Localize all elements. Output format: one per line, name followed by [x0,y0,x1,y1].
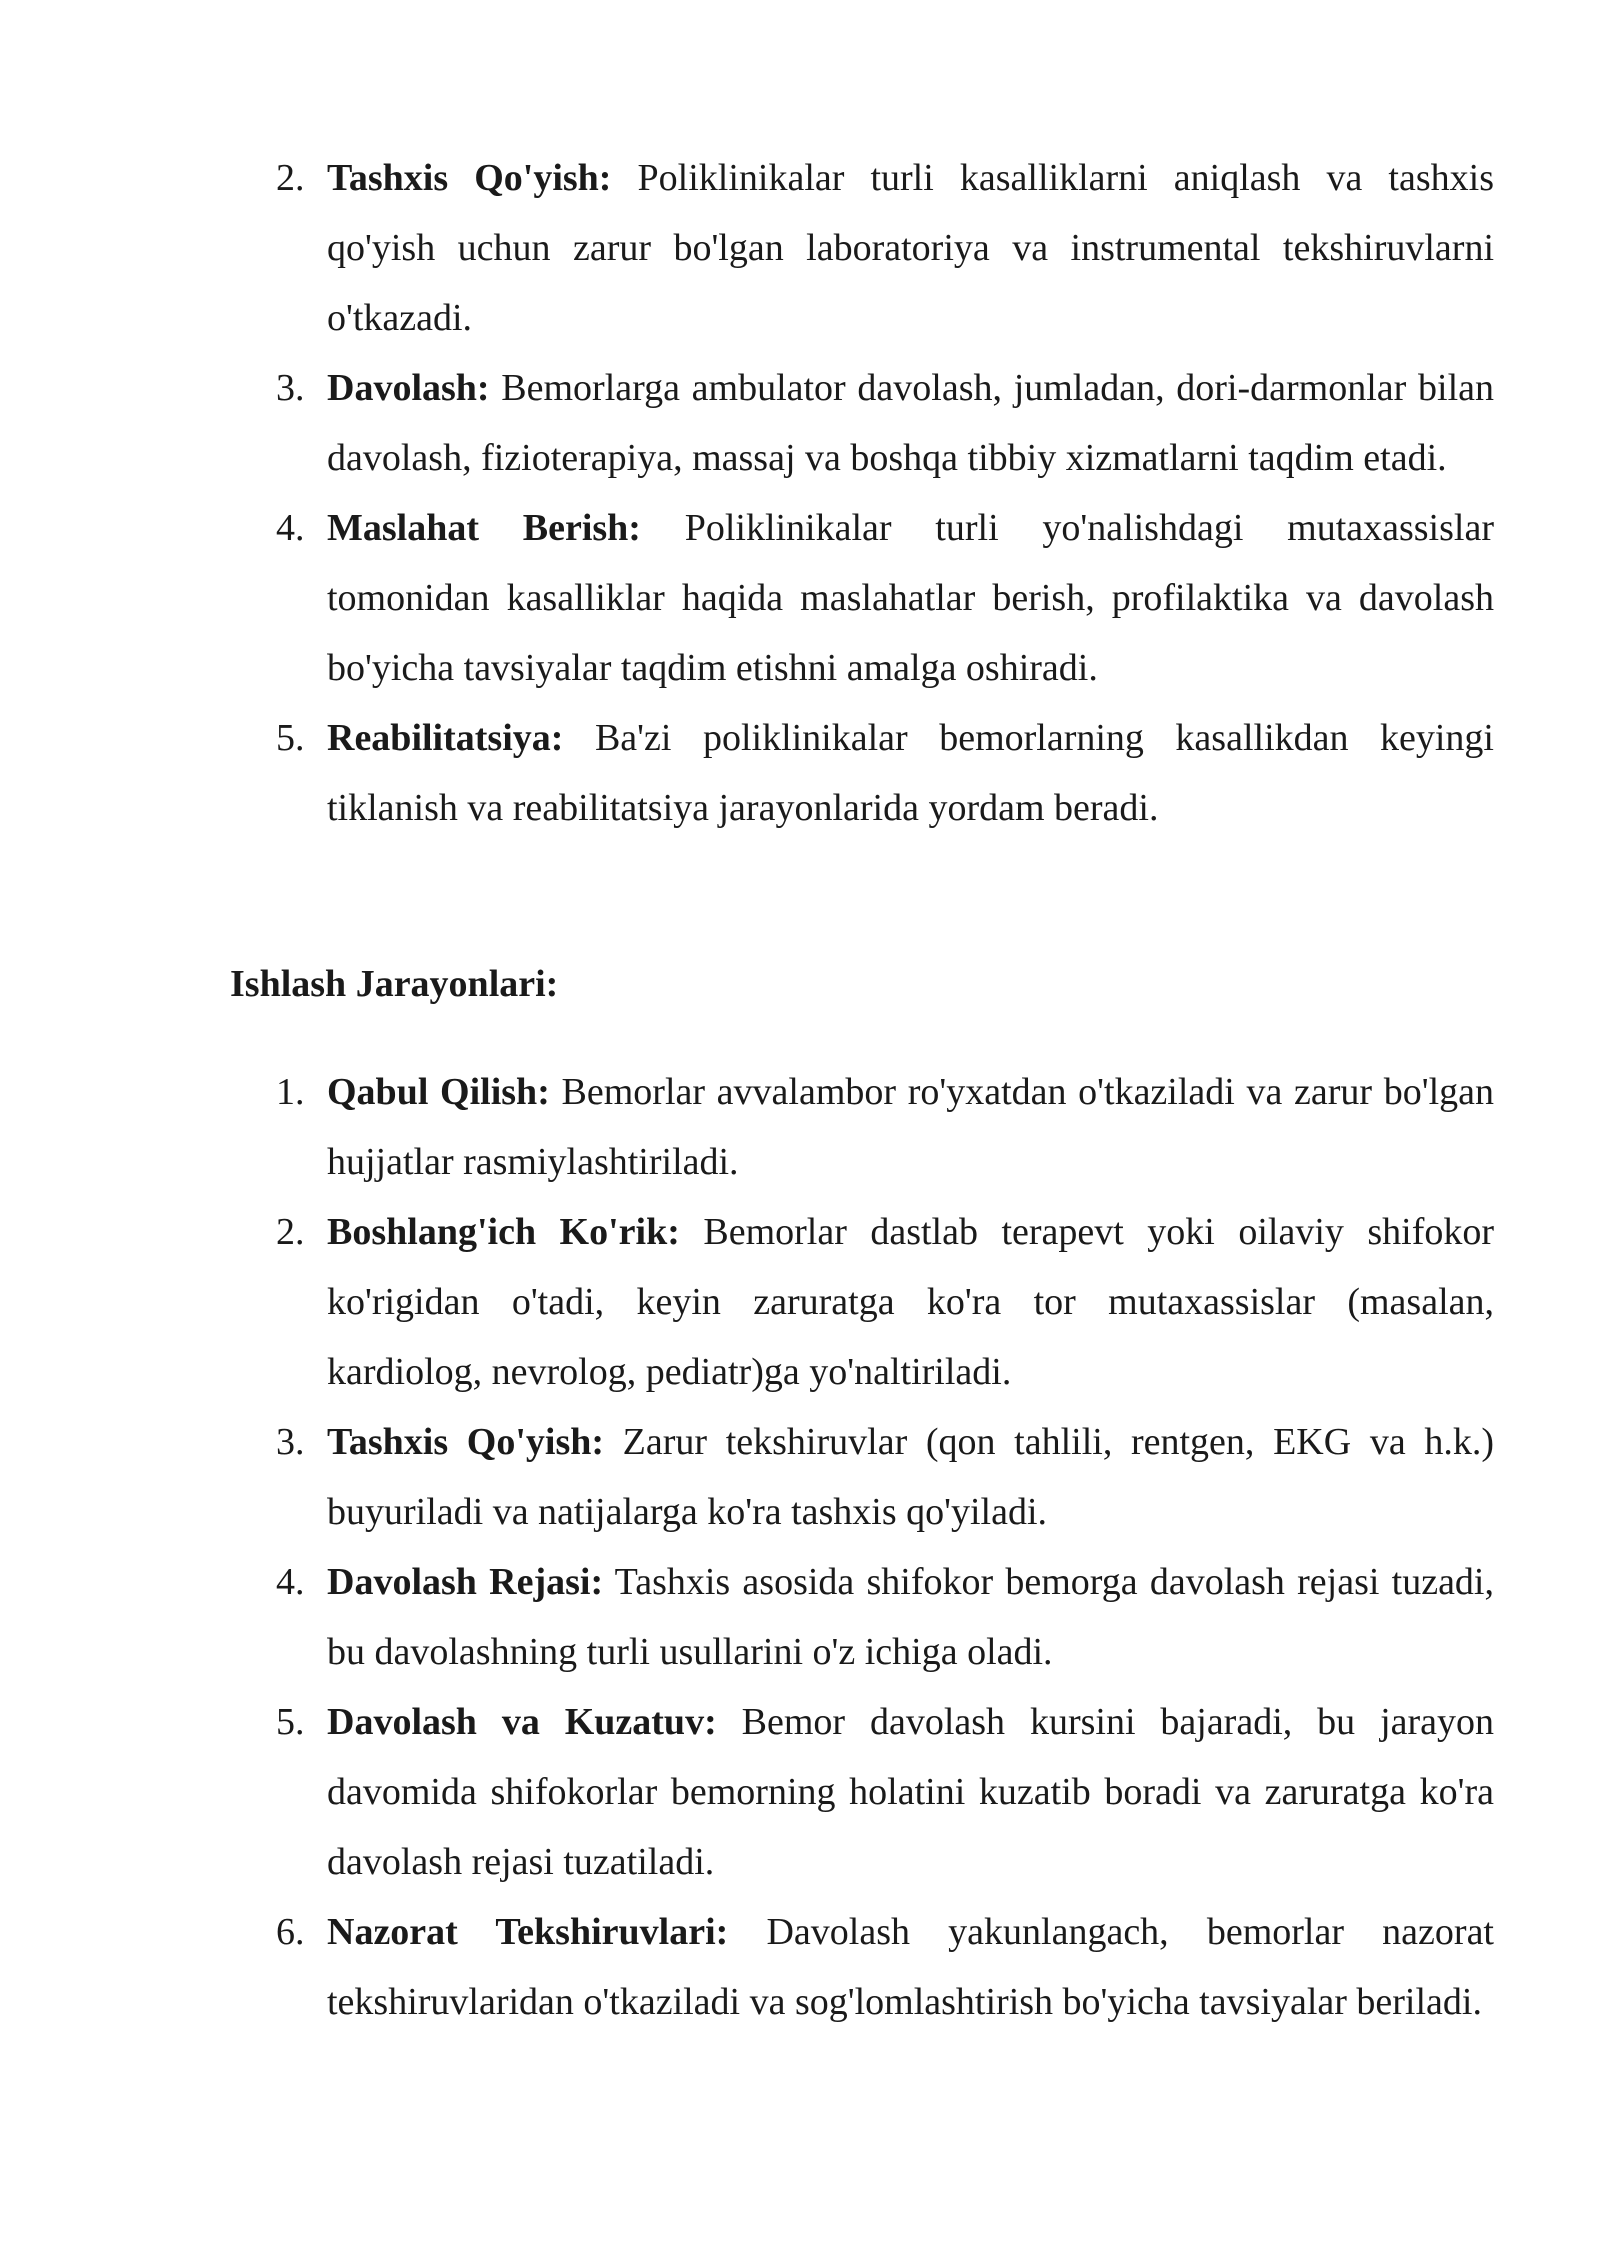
item-number: 5. [276,1701,305,1743]
list-item [276,1057,1494,1197]
item-term: Davolash Rejasi: [327,1561,604,1603]
item-number: 3. [276,1421,305,1463]
item-number: 2. [276,157,305,199]
item-term: Nazorat Tekshiruvlari: [327,1911,729,1953]
item-text: Poliklinikalar turli yo'nalishdagi mutaxassislar tomonidan kasalliklar haqida maslahatlar berish, profilaktika va davolash bo'yicha tavsiyalar taqdim etishni amalga oshiradi. [327,507,1494,689]
item-number: 4. [276,507,305,549]
item-term: Davolash: [327,367,490,409]
item-term: Qabul Qilish: [327,1071,550,1113]
item-term: Boshlang'ich Ko'rik: [327,1211,680,1253]
item-text: Bemorlarga ambulator davolash, jumladan, dori-darmonlar bilan davolash, fizioterapiya, massaj va boshqa tibbiy xizmatlarni taqdim etadi. [327,367,1494,479]
services-list [276,143,1494,843]
item-text: Bemor davolash kursini bajaradi, bu jarayon davomida shifokorlar bemorning holatini kuzatib boradi va zaruratga ko'ra davolash rejasi tuzatiladi. [327,1701,1495,1883]
item-term: Davolash va Kuzatuv: [327,1701,717,1743]
item-number: 1. [276,1071,305,1113]
item-text: Ba'zi poliklinikalar bemorlarning kasallikdan keyingi tiklanish va reabilitatsiya jarayonlarida yordam beradi. [327,717,1494,829]
item-text: Davolash yakunlangach, bemorlar nazorat tekshiruvlaridan o'tkaziladi va sog'lomlashtirish bo'yicha tavsiyalar beriladi. [327,1911,1494,2023]
list-item [276,1197,1494,1407]
item-text: Zarur tekshiruvlar (qon tahlili, rentgen, EKG va h.k.) buyuriladi va natijalarga ko'ra tashxis qo'yiladi. [327,1421,1494,1533]
list-item [276,1687,1494,1897]
item-text: Bemorlar dastlab terapevt yoki oilaviy shifokor ko'rigidan o'tadi, keyin zaruratga ko'ra tor mutaxassislar (masalan, kardiolog, nevrolog, pediatr)ga yo'naltiriladi. [327,1211,1495,1393]
item-number: 6. [276,1911,305,1953]
item-term: Reabilitatsiya: [327,717,564,759]
list-item [276,143,1494,353]
item-text: Bemorlar avvalambor ro'yxatdan o'tkaziladi va zarur bo'lgan hujjatlar rasmiylashtiriladi. [327,1071,1494,1183]
item-number: 5. [276,717,305,759]
list-item [276,493,1494,703]
list-item [276,353,1494,493]
list-item [276,1407,1494,1547]
item-term: Tashxis Qo'yish: [327,157,612,199]
processes-list [276,1057,1494,2037]
item-text: Poliklinikalar turli kasalliklarni aniqlash va tashxis qo'yish uchun zarur bo'lgan laboratoriya va instrumental tekshiruvlarni o'tkazadi. [327,157,1494,339]
item-term: Maslahat Berish: [327,507,641,549]
list-item [276,1547,1494,1687]
section-heading: Ishlash Jarayonlari: [230,963,559,1005]
list-item [276,1897,1494,2037]
list-item [276,703,1494,843]
item-number: 2. [276,1211,305,1253]
item-number: 3. [276,367,305,409]
item-number: 4. [276,1561,305,1603]
item-term: Tashxis Qo'yish: [327,1421,605,1463]
item-text: Tashxis asosida shifokor bemorga davolash rejasi tuzadi, bu davolashning turli usullarini o'z ichiga oladi. [327,1561,1494,1673]
